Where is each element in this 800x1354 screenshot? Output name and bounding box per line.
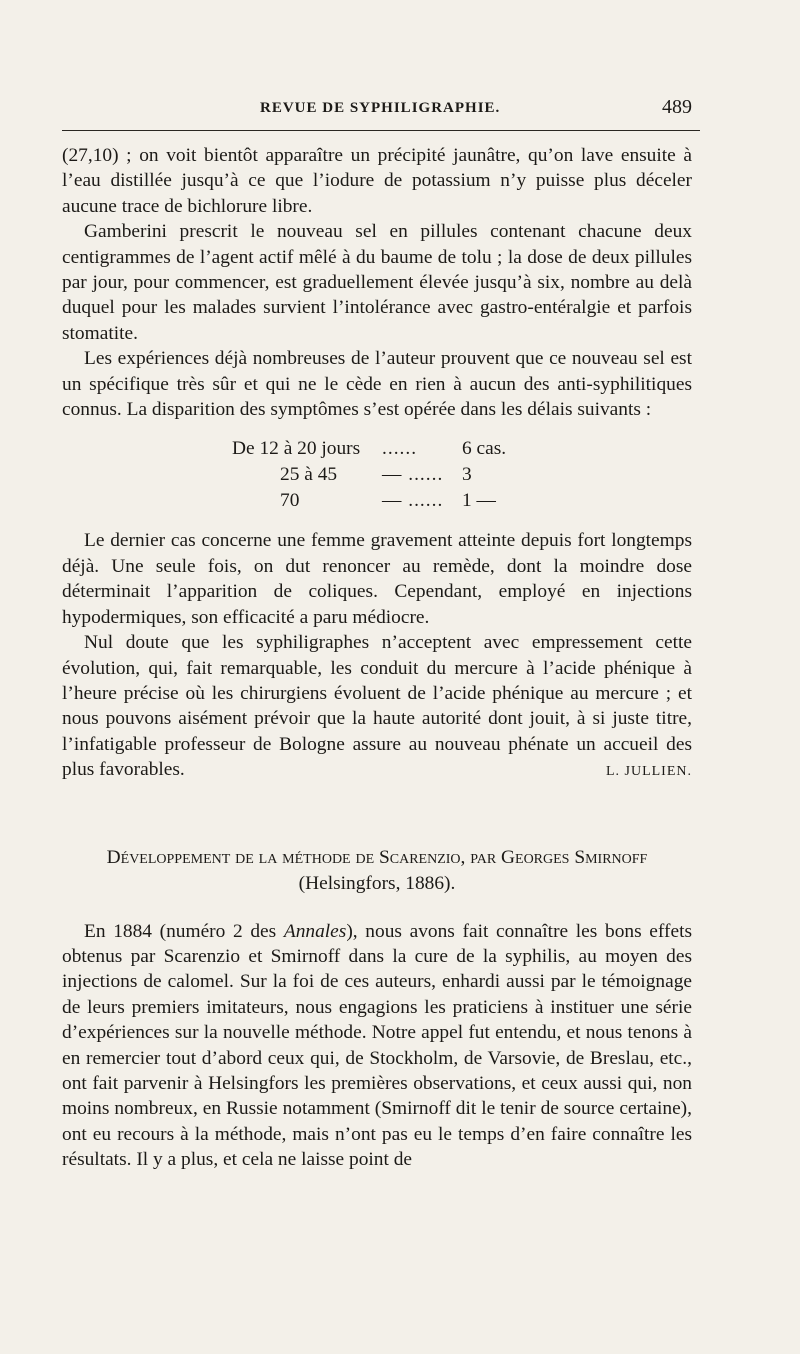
paragraph-en-1884-start: En 1884 (numéro 2 des [84, 920, 284, 942]
case-count: 1 — [462, 490, 496, 512]
paragraph-experiences: Les expériences déjà nombreuses de l’auteur prouvent que ce nouveau sel est un spécifique très sûr et qui ne le cède en rien à aucun des anti-syphilitiques connus. La disparition des symptômes s’est opérée dans les délais suivants : [62, 348, 692, 421]
section-subtitle: (Helsingfors, 1886). [298, 872, 456, 894]
paragraph-gamberini: Gamberini prescrit le nouveau sel en pillules contenant chacune deux centigrammes de l’agent actif mêlé à du baume de tolu ; la dose de deux pillules par jour, pour commencer, est graduellement élevée jusqu’à six, nombre au delà duquel pour les malades survient l’intolérance avec gastro-entéralgie et parfois stomatite. [62, 221, 692, 344]
author-signature: L. JULLIEN. [605, 764, 692, 780]
leader-dots: ...... [382, 438, 418, 460]
case-count: 3 [462, 464, 472, 486]
page-number: 489 [662, 96, 692, 118]
delay-range: 25 à 45 [280, 464, 338, 486]
table-row [232, 462, 692, 488]
leader-dots: — ...... [382, 464, 444, 486]
delay-range: 70 [280, 490, 300, 512]
section-heading [62, 845, 692, 897]
section-title: Développement de la méthode de Scarenzio, par Georges Smirnoff [106, 846, 648, 868]
paragraph-dernier-cas: Le dernier cas concerne une femme gravement atteinte depuis fort longtemps déjà. Une seule fois, on dut renoncer au remède, dont la moindre dose déterminait l’apparition de coliques. Cependant, employé en injections hypodermiques, son efficacité a paru médiocre. [62, 530, 692, 628]
leader-dots: — ...... [382, 490, 444, 512]
paragraph-nul-doute [62, 630, 692, 782]
table-row [232, 488, 692, 514]
table-row [232, 436, 692, 462]
header-rule [62, 130, 700, 131]
paragraph-continuation: (27,10) ; on voit bientôt apparaître un précipité jaunâtre, qu’on lave ensuite à l’eau distillée jusqu’à ce que l’iodure de potassium n’y puisse plus déceler aucune trace de bichlorure libre. [62, 145, 692, 217]
journal-title: Annales [283, 920, 347, 942]
running-head [62, 96, 700, 124]
delay-table [62, 436, 692, 514]
paragraph-nul-doute-text: Nul doute que les syphiligraphes n’acceptent avec empressement cette évolution, qui, fait remarquable, les conduit du mercure à l’acide phénique à l’heure précise où les chirurgiens évoluent de l’acide phénique au mercure ; et nous pouvons aisément prévoir que la haute autorité dont jouit, à si juste titre, l’infatigable professeur de Bologne assure au nouveau phénate un accueil des plus favorables. [62, 632, 692, 781]
paragraph-en-1884-rest: ), nous avons fait connaître les bons effets obtenus par Scarenzio et Smirnoff dans la cure de la syphilis, au moyen des injections de calomel. Sur la foi de ces auteurs, enhardi aussi par le témoignage de leurs premiers imitateurs, nous engagions les praticiens à instituer une série d’expériences sur la nouvelle méthode. Notre appel fut entendu, et nous tenons à en remercier tout d’abord ceux qui, de Stockholm, de Varsovie, de Breslau, etc., ont fait parvenir à Helsingfors les premières observations, et ceux aussi qui, non moins nombreux, en Russie notamment (Smirnoff dit le tenir de source certaine), ont eu recours à la méthode, mais n’ont pas eu le temps d’en faire connaître les résultats. Il y a plus, et cela ne laisse point de [62, 920, 692, 1171]
delay-range: De 12 à 20 jours [232, 438, 361, 460]
paragraph-en-1884 [62, 919, 692, 1173]
case-count: 6 cas. [462, 438, 507, 460]
page [62, 96, 700, 1296]
body-text [62, 143, 692, 1173]
running-title: REVUE DE SYPHILIGRAPHIE. [260, 100, 501, 116]
